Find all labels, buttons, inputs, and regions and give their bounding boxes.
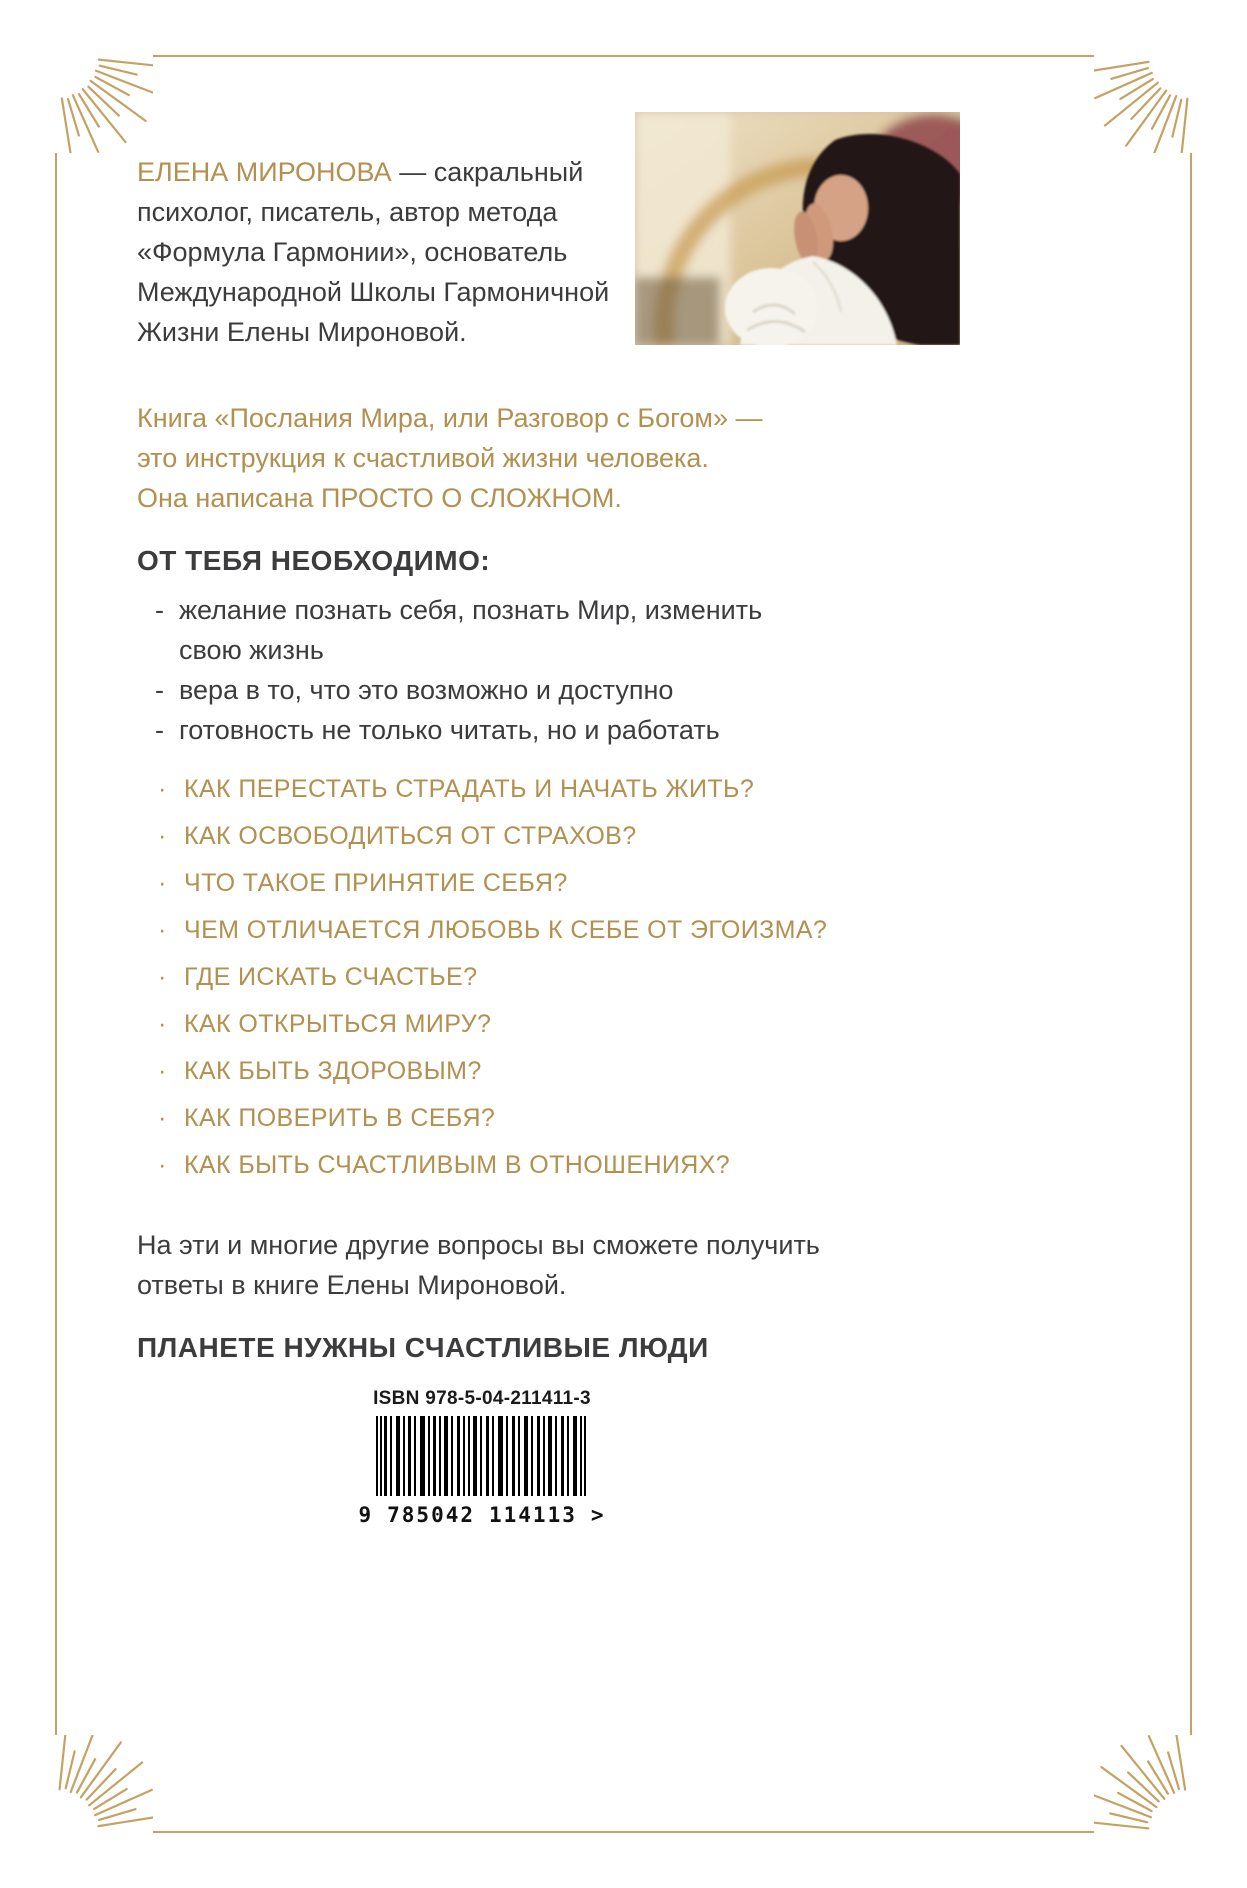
barcode-digit-group: 9 xyxy=(358,1503,374,1527)
author-bio-text: — сакральный психолог, писатель, автор метода «Формула Гармонии», основатель Международной Школы Гармоничной Жизни Елены Мироновой. xyxy=(137,157,610,347)
bullet-dot: · xyxy=(158,1151,167,1179)
question-text: КАК БЫТЬ СЧАСТЛИВЫМ В ОТНОШЕНИЯХ? xyxy=(184,1151,731,1179)
barcode xyxy=(376,1416,588,1496)
sunburst-corner-ornament-top-left xyxy=(18,18,153,153)
bullet-dot: · xyxy=(158,963,167,991)
dash-marker: - xyxy=(155,595,164,625)
requirement-item xyxy=(155,670,815,710)
closing-paragraph: На эти и многие другие вопросы вы сможете получить ответы в книге Елены Мироновой. xyxy=(137,1230,820,1300)
isbn-label: ISBN 978-5-04-211411-3 xyxy=(373,1388,591,1409)
question-text: КАК ОТКРЫТЬСЯ МИРУ? xyxy=(184,1010,492,1038)
bullet-dot: · xyxy=(158,916,167,944)
sunburst-corner-ornament-bottom-left xyxy=(18,1735,153,1870)
bullet-dot: · xyxy=(158,1104,167,1132)
barcode-digit-group: 785042 xyxy=(387,1503,475,1527)
question-item xyxy=(158,822,938,869)
question-item xyxy=(158,1057,938,1104)
bullet-dot: · xyxy=(158,775,167,803)
barcode-digit-group: 114113 xyxy=(489,1503,577,1527)
requirements-heading: ОТ ТЕБЯ НЕОБХОДИМО: xyxy=(137,545,491,576)
question-text: КАК ПЕРЕСТАТЬ СТРАДАТЬ И НАЧАТЬ ЖИТЬ? xyxy=(184,775,755,803)
author-photo xyxy=(635,112,960,345)
intro-line-1: Книга «Послания Мира, или Разговор с Богом» — xyxy=(137,403,763,433)
question-item xyxy=(158,1151,938,1198)
slogan: ПЛАНЕТЕ НУЖНЫ СЧАСТЛИВЫЕ ЛЮДИ xyxy=(137,1332,709,1363)
question-text: КАК ПОВЕРИТЬ В СЕБЯ? xyxy=(184,1104,496,1132)
dash-marker: - xyxy=(155,675,164,705)
requirement-text: вера в то, что это возможно и доступно xyxy=(179,675,674,705)
book-intro-paragraph xyxy=(137,398,837,518)
questions-list xyxy=(158,775,938,1198)
question-item xyxy=(158,775,938,822)
question-item xyxy=(158,963,938,1010)
barcode-digits xyxy=(352,1503,612,1527)
question-text: ЧТО ТАКОЕ ПРИНЯТИЕ СЕБЯ? xyxy=(184,869,568,897)
requirement-item xyxy=(155,590,815,670)
author-name: ЕЛЕНА МИРОНОВА xyxy=(137,157,392,187)
question-item xyxy=(158,1104,938,1151)
sunburst-corner-ornament-top-right xyxy=(1094,18,1229,153)
question-text: КАК ОСВОБОДИТЬСЯ ОТ СТРАХОВ? xyxy=(184,822,637,850)
requirement-text: готовность не только читать, но и работать xyxy=(179,715,720,745)
bullet-dot: · xyxy=(158,1010,167,1038)
question-item xyxy=(158,916,938,963)
requirements-list xyxy=(155,590,815,750)
question-text: КАК БЫТЬ ЗДОРОВЫМ? xyxy=(184,1057,482,1085)
requirement-text: желание познать себя, познать Мир, изменить свою жизнь xyxy=(179,595,763,665)
intro-line-2: это инструкция к счастливой жизни человека. xyxy=(137,443,709,473)
question-item xyxy=(158,1010,938,1057)
barcode-suffix: > xyxy=(590,1503,606,1527)
bullet-dot: · xyxy=(158,822,167,850)
bullet-dot: · xyxy=(158,1057,167,1085)
intro-line-3: Она написана ПРОСТО О СЛОЖНОМ. xyxy=(137,483,622,513)
question-text: ГДЕ ИСКАТЬ СЧАСТЬЕ? xyxy=(184,963,478,991)
dash-marker: - xyxy=(155,715,164,745)
requirement-item xyxy=(155,710,815,750)
author-bio-paragraph xyxy=(137,152,612,352)
sunburst-corner-ornament-bottom-right xyxy=(1094,1735,1229,1870)
bullet-dot: · xyxy=(158,869,167,897)
isbn-block xyxy=(352,1388,612,1527)
question-text: ЧЕМ ОТЛИЧАЕТСЯ ЛЮБОВЬ К СЕБЕ ОТ ЭГОИЗМА? xyxy=(184,916,828,944)
question-item xyxy=(158,869,938,916)
